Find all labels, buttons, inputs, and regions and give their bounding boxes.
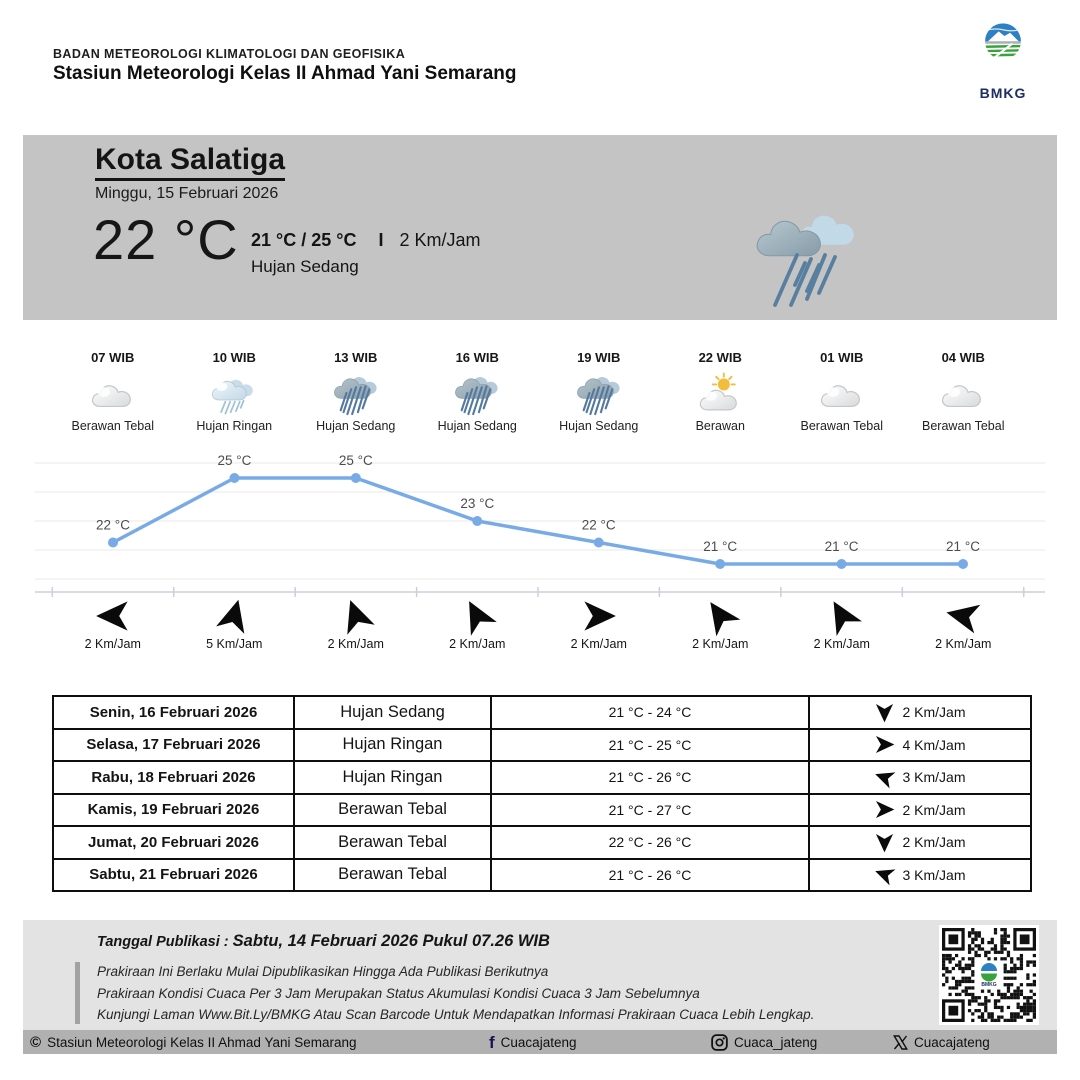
svg-text:22 °C: 22 °C [96, 517, 130, 533]
current-summary [251, 230, 481, 277]
hourly-item: 22 WIB Berawan [695, 350, 745, 433]
hourly-item: 19 WIB Hujan Sedang [559, 350, 639, 433]
current-weather-panel [23, 135, 1057, 320]
instagram-icon [711, 1034, 728, 1051]
wind-direction-icon [872, 861, 899, 888]
weather-icon [90, 372, 136, 416]
x-icon [893, 1035, 908, 1050]
current-wind: 2 Km/Jam [399, 230, 481, 250]
wind-direction-icon [872, 764, 899, 791]
weather-icon [576, 372, 622, 416]
notes-accent-bar [75, 962, 80, 1024]
svg-text:21 °C: 21 °C [703, 539, 738, 554]
rain-cloud-icon [745, 193, 885, 311]
weather-icon [454, 372, 500, 416]
wind-direction-icon [95, 598, 131, 634]
table-row: Kamis, 19 Februari 2026 Berawan Tebal 21 °C - 27 °C 2 Km/Jam [54, 793, 1030, 826]
hourly-item: 10 WIB Hujan Ringan [196, 350, 273, 433]
table-row: Jumat, 20 Februari 2026 Berawan Tebal 22 °C - 26 °C 2 Km/Jam [54, 825, 1030, 858]
wind-direction-icon [453, 592, 502, 641]
temp-range: 21 °C / 25 °C [251, 230, 357, 250]
qr-code-image [942, 928, 1036, 1022]
wind-direction-icon [695, 591, 745, 641]
svg-text:25 °C: 25 °C [217, 453, 252, 468]
svg-text:22 °C: 22 °C [581, 517, 616, 533]
hourly-item: 16 WIB Hujan Sedang [437, 350, 517, 433]
hourly-item: 04 WIB Berawan Tebal [922, 350, 1005, 433]
bmkg-logo [968, 22, 1038, 101]
footer-notes [97, 961, 814, 1026]
wind-item: 2 Km/Jam [903, 598, 1025, 651]
table-row: Rabu, 18 Februari 2026 Hujan Ringan 21 °C - 26 °C 3 Km/Jam [54, 760, 1030, 793]
footer-note: Kunjungi Laman Www.Bit.Ly/BMKG Atau Scan Barcode Untuk Mendapatkan Informasi Prakiraan Cuaca Lebih Lengkap. [97, 1007, 815, 1022]
svg-text:21 °C: 21 °C [946, 539, 980, 554]
svg-text:BMKG: BMKG [981, 982, 997, 988]
weather-icon [697, 372, 743, 416]
station-name: Stasiun Meteorologi Kelas II Ahmad Yani Semarang [53, 63, 517, 84]
qr-code [939, 925, 1039, 1025]
current-condition: Hujan Sedang [251, 257, 359, 276]
facebook-handle[interactable]: f Cuacajateng [489, 1032, 577, 1052]
hourly-item: 13 WIB Hujan Sedang [316, 350, 396, 433]
copyright-icon: © [30, 1033, 42, 1051]
hourly-item: 07 WIB Berawan Tebal [71, 350, 154, 433]
forecast-date: Minggu, 15 Februari 2026 [95, 185, 279, 202]
svg-text:25 °C: 25 °C [338, 453, 373, 468]
bottom-bar [23, 1030, 1057, 1054]
wind-item: 5 Km/Jam [174, 598, 296, 651]
wind-item: 2 Km/Jam [295, 598, 417, 651]
facebook-icon: f [489, 1032, 495, 1052]
table-row: Selasa, 17 Februari 2026 Hujan Ringan 21 °C - 25 °C 4 Km/Jam [54, 728, 1030, 761]
svg-text:23 °C: 23 °C [460, 496, 495, 511]
copyright-text: Stasiun Meteorologi Kelas II Ahmad Yani Semarang [47, 1034, 357, 1050]
separator: I [378, 230, 384, 250]
wind-item: 2 Km/Jam [538, 598, 660, 651]
hourly-forecast-strip [52, 350, 1024, 433]
wind-direction-icon [333, 593, 379, 639]
footer-panel [23, 920, 1057, 1030]
temperature-chart [0, 450, 1080, 600]
weather-icon [940, 372, 986, 416]
agency-name: BADAN METEOROLOGI KLIMATOLOGI DAN GEOFISIKA [53, 47, 406, 61]
wind-direction-icon [874, 832, 895, 853]
wind-strip [52, 598, 1024, 651]
hourly-item: 01 WIB Berawan Tebal [800, 350, 883, 433]
weather-icon [333, 372, 379, 416]
current-temperature: 22 °C [93, 208, 239, 271]
instagram-handle[interactable]: Cuaca_jateng [711, 1030, 817, 1054]
weather-icon [211, 372, 257, 416]
wind-direction-icon [874, 702, 895, 723]
weather-icon [819, 372, 865, 416]
wind-direction-icon [581, 598, 617, 634]
wind-direction-icon [942, 595, 985, 638]
publication-line: Tanggal Publikasi : Sabtu, 14 Februari 2026 Pukul 07.26 WIB [97, 932, 550, 950]
bmkg-logo-label: BMKG [979, 85, 1027, 101]
wind-direction-icon [874, 734, 895, 755]
copyright [30, 1030, 357, 1054]
wind-item: 2 Km/Jam [417, 598, 539, 651]
wind-direction-icon [817, 591, 866, 640]
x-handle[interactable]: Cuacajateng [893, 1030, 990, 1054]
wind-item: 2 Km/Jam [660, 598, 782, 651]
bmkg-logo-icon [972, 22, 1034, 78]
footer-note: Prakiraan Kondisi Cuaca Per 3 Jam Merupakan Status Akumulasi Kondisi Cuaca 3 Jam Sebelumnya [97, 985, 700, 1001]
publication-date: Sabtu, 14 Februari 2026 Pukul 07.26 WIB [232, 932, 550, 950]
wind-item: 2 Km/Jam [52, 598, 174, 651]
wind-item: 2 Km/Jam [781, 598, 903, 651]
table-row: Sabtu, 21 Februari 2026 Berawan Tebal 21 °C - 26 °C 3 Km/Jam [54, 858, 1030, 891]
city-title: Kota Salatiga [95, 143, 285, 181]
wind-direction-icon [874, 799, 895, 820]
daily-forecast-table [52, 695, 1032, 892]
table-row: Senin, 16 Februari 2026 Hujan Sedang 21 °C - 24 °C 2 Km/Jam [54, 697, 1030, 728]
footer-note: Prakiraan Ini Berlaku Mulai Dipublikasikan Hingga Ada Publikasi Berikutnya [97, 964, 549, 979]
wind-direction-icon [212, 594, 256, 638]
svg-text:21 °C: 21 °C [824, 539, 859, 554]
